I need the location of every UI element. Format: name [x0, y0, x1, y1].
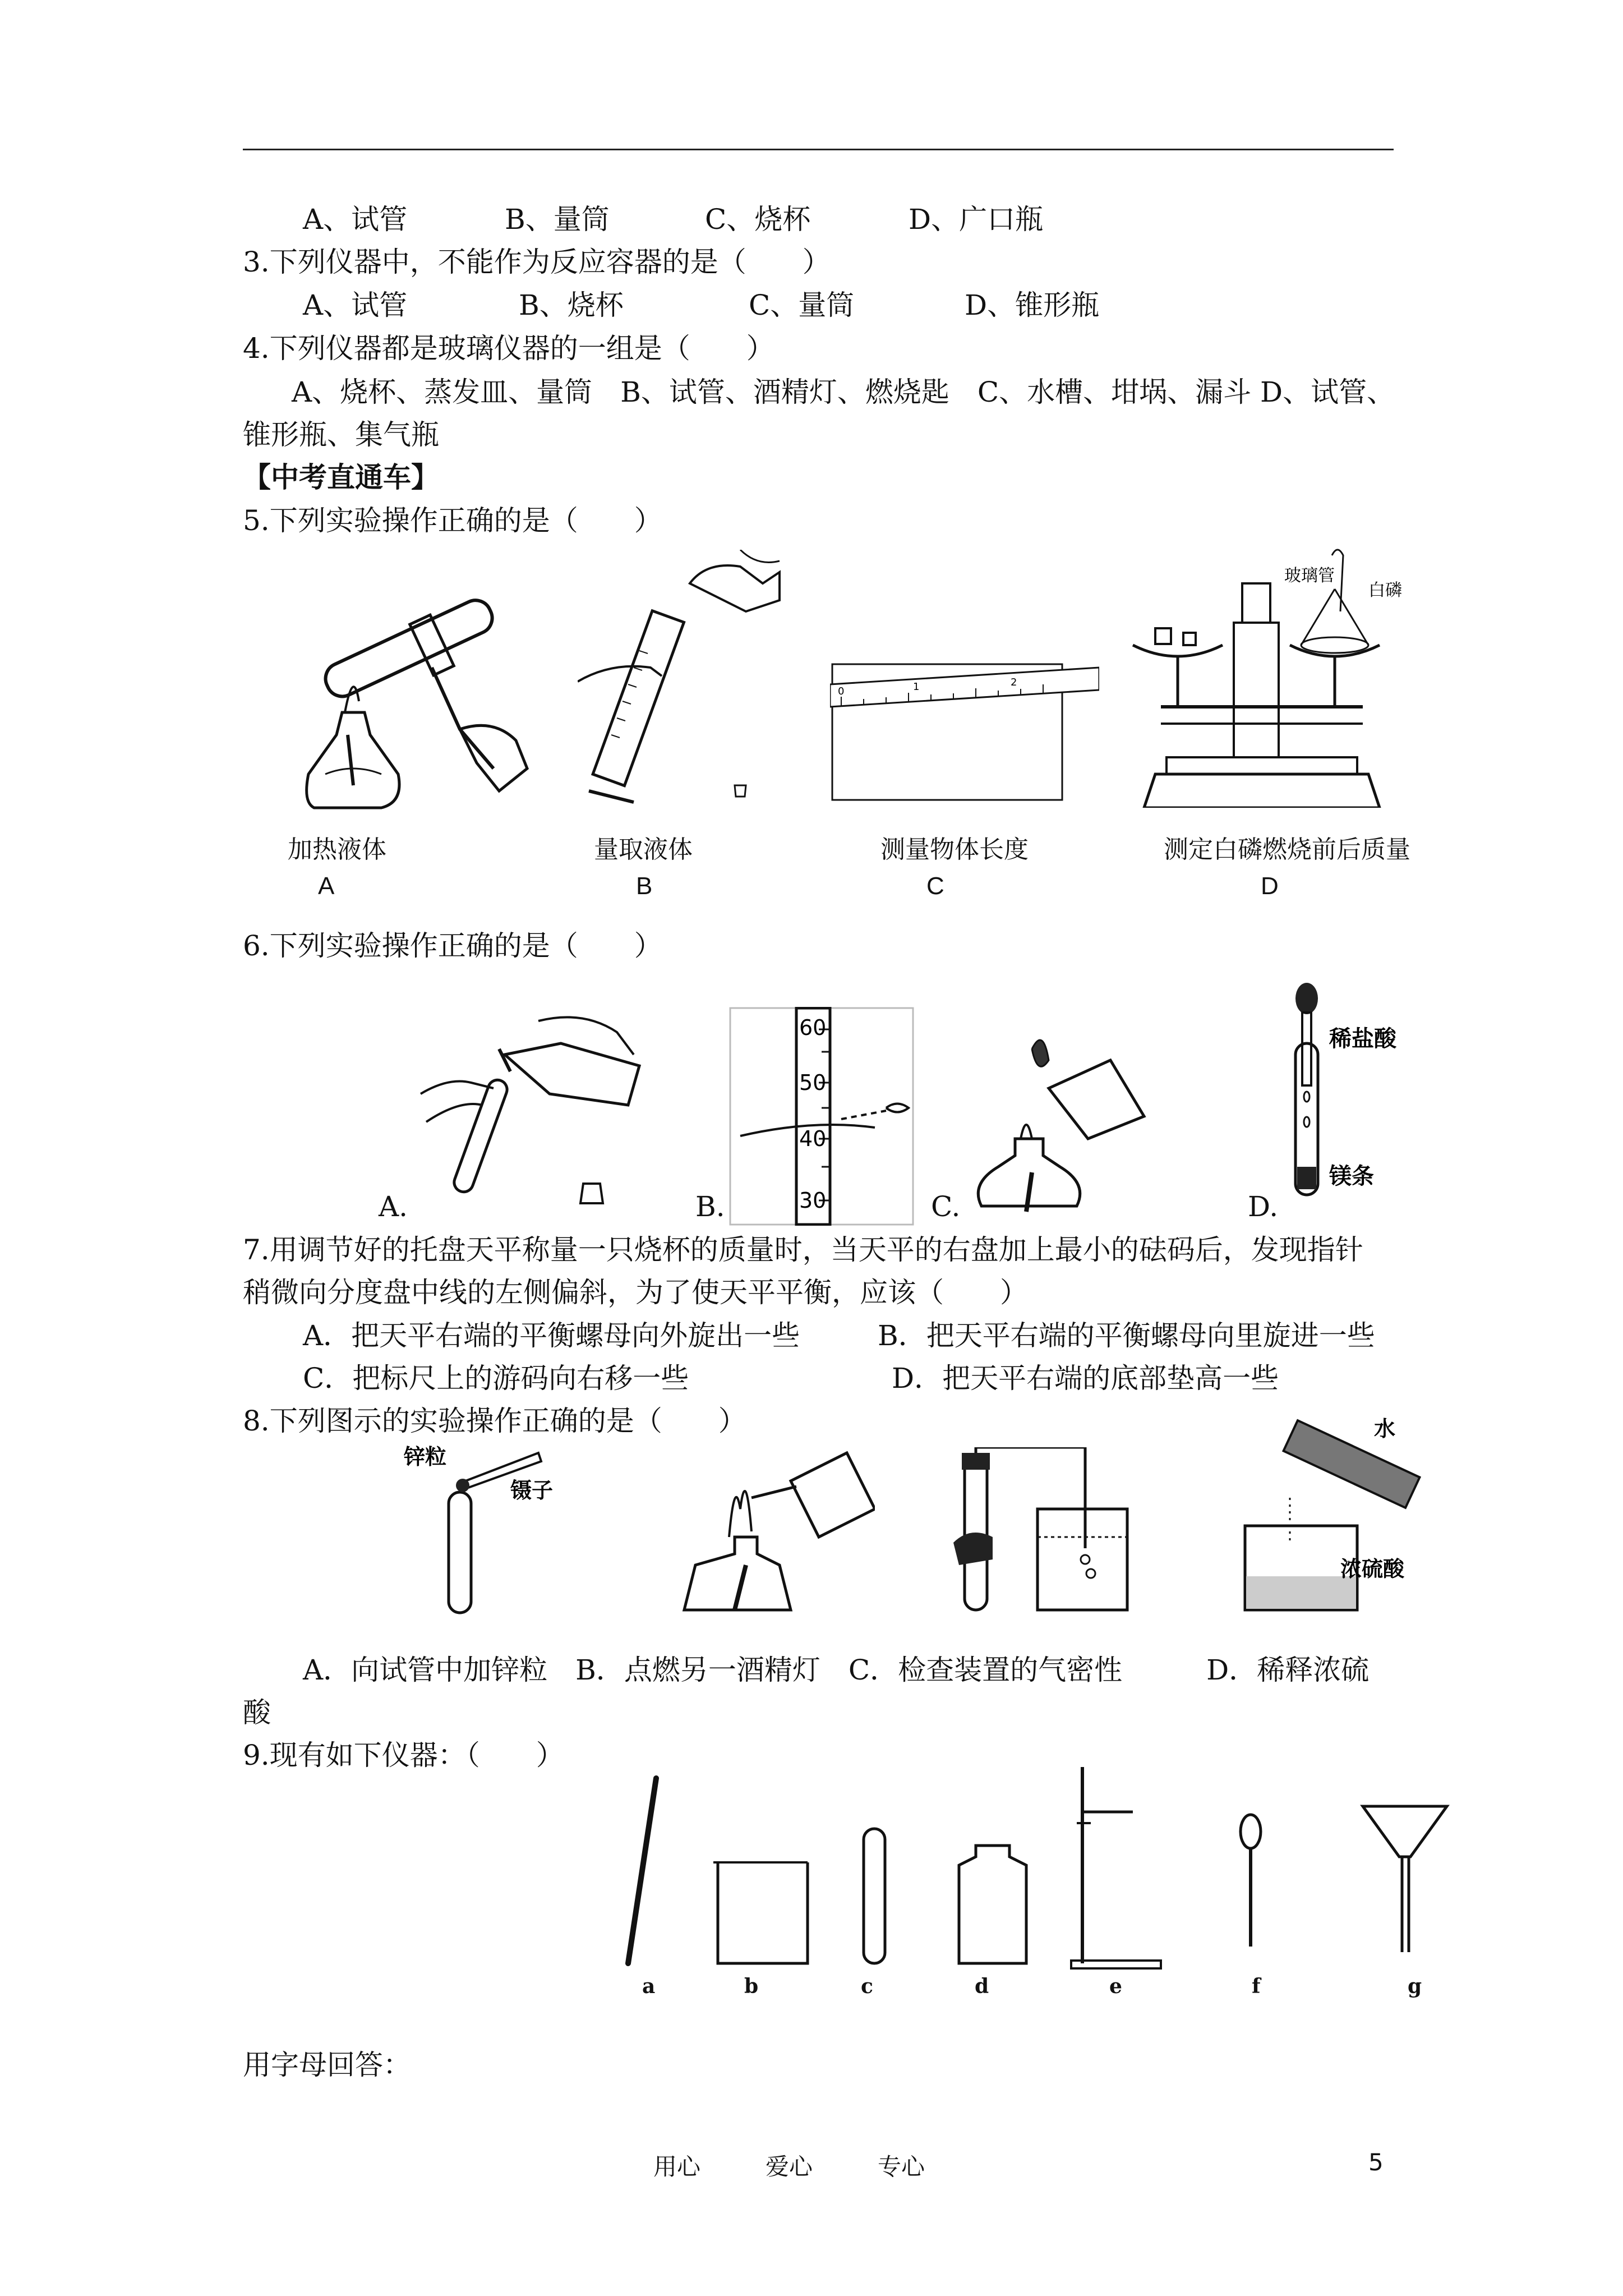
- q2-option-a: A、试管: [303, 203, 408, 236]
- q5-stem: 5.下列实验操作正确的是（ ）: [243, 504, 662, 537]
- q5-fig-a-heating-liquid: [292, 583, 538, 819]
- answer-prompt: 用字母回答：: [243, 2049, 411, 2081]
- glass-rod-icon: [628, 1778, 656, 1963]
- q6-option-c: C.: [931, 1190, 961, 1223]
- mg-strip-label: 镁条: [1329, 1163, 1374, 1189]
- q5-letter-d: D: [1261, 872, 1279, 900]
- q5-letter-b: B: [636, 872, 653, 900]
- cyl-tick-30: 30: [799, 1188, 827, 1213]
- page-number: 5: [1368, 2148, 1384, 2176]
- q4-stem: 4.下列仪器都是玻璃仪器的一组是（ ）: [243, 332, 774, 365]
- q9-stem: 9.现有如下仪器：（ ）: [243, 1739, 564, 1772]
- footer-text-2: 爱心: [766, 2153, 813, 2180]
- q9-label-b: b: [744, 1975, 759, 1998]
- q6-fig-c-lamp-lighting: [965, 1027, 1150, 1223]
- q8-fig-c-airtightness: [953, 1447, 1138, 1616]
- q9-instruments-row: [617, 1767, 1492, 2003]
- q9-label-a: a: [642, 1975, 656, 1998]
- cyl-tick-40: 40: [799, 1126, 827, 1151]
- q2-option-c: C、烧杯: [705, 203, 811, 236]
- iron-stand-icon: [1071, 1767, 1161, 1968]
- q8-fig-b-two-lamps: [679, 1442, 875, 1621]
- footer-text-1: 用心: [653, 2153, 701, 2180]
- q9-label-f: f: [1252, 1975, 1261, 1998]
- q5-caption-d: 测定白磷燃烧前后质量: [1164, 835, 1410, 864]
- q9-label-c: c: [861, 1975, 873, 1998]
- tweezers-label: 镊子: [510, 1478, 554, 1503]
- funnel-icon: [1363, 1806, 1447, 1952]
- water-label: 水: [1374, 1416, 1396, 1441]
- dropper-icon: [1241, 1815, 1261, 1947]
- ruler-1-label: 1: [913, 681, 920, 693]
- q6-stem: 6.下列实验操作正确的是（ ）: [243, 930, 662, 962]
- q8-options-line1: A．向试管中加锌粒 B．点燃另一酒精灯 C．检查装置的气密性 D．稀释浓硫: [303, 1654, 1370, 1686]
- q5-caption-c: 测量物体长度: [880, 835, 1029, 864]
- q3-option-a: A、试管: [303, 289, 408, 321]
- beaker-icon: [718, 1862, 808, 1963]
- q5-fig-d-balance: [1122, 544, 1402, 808]
- q2-option-b: B、量筒: [505, 203, 610, 236]
- q6-option-a: A.: [379, 1190, 408, 1223]
- q5-letter-c: C: [926, 872, 944, 900]
- q8-fig-a-zinc-tweezers: [404, 1442, 566, 1616]
- q3-stem: 3.下列仪器中，不能作为反应容器的是（ ）: [243, 246, 831, 278]
- q6-option-b: B.: [695, 1190, 725, 1223]
- wide-mouth-bottle-icon: [959, 1846, 1026, 1963]
- q5-letter-a: A: [318, 872, 335, 900]
- white-phosphorus-label: 白磷: [1368, 581, 1402, 600]
- header-rule: [243, 149, 1394, 150]
- q6-fig-d-hcl-dropper: [1262, 982, 1441, 1200]
- ruler-2-label: 2: [1011, 677, 1017, 688]
- hcl-label: 稀盐酸: [1329, 1026, 1396, 1052]
- q8-options-line2: 酸: [243, 1696, 271, 1729]
- q7-stem-line2: 稍微向分度盘中线的左侧偏斜，为了使天平平衡，应该（ ）: [243, 1276, 1028, 1309]
- q9-label-e: e: [1109, 1975, 1122, 1998]
- q7-option-a: A．把天平右端的平衡螺母向外旋出一些: [303, 1319, 800, 1352]
- q3-option-d: D、锥形瓶: [965, 289, 1100, 321]
- q9-label-d: d: [975, 1975, 989, 1998]
- q8-stem: 8.下列图示的实验操作正确的是（ ）: [243, 1405, 746, 1437]
- q9-label-g: g: [1408, 1975, 1422, 1998]
- footer-text-3: 专心: [878, 2153, 925, 2180]
- q8-fig-d-diluting-acid: [1234, 1414, 1436, 1616]
- test-tube-icon: [864, 1829, 885, 1963]
- q5-fig-c-measuring-length: [830, 662, 1099, 802]
- q7-option-b: B．把天平右端的平衡螺母向里旋进一些: [878, 1319, 1375, 1352]
- cyl-tick-50: 50: [799, 1070, 827, 1095]
- q5-caption-b: 量取液体: [594, 835, 693, 864]
- q2-option-d: D、广口瓶: [909, 203, 1044, 236]
- conc-acid-label: 浓硫酸: [1340, 1557, 1405, 1581]
- q7-option-d: D．把天平右端的底部垫高一些: [892, 1362, 1279, 1395]
- zinc-label: 锌粒: [404, 1444, 447, 1469]
- section-title: 【中考直通车】: [243, 461, 439, 494]
- cyl-tick-60: 60: [799, 1015, 827, 1040]
- q5-fig-b-measuring-liquid: [578, 550, 819, 813]
- glass-tube-label: 玻璃管: [1284, 566, 1335, 586]
- q4-options-line2: 锥形瓶、集气瓶: [243, 418, 439, 451]
- q4-options-line1: A、烧杯、蒸发皿、量筒 B、试管、酒精灯、燃烧匙 C、水槽、坩埚、漏斗 D、试管、: [292, 376, 1395, 408]
- q6-option-d: D.: [1248, 1190, 1279, 1223]
- q7-stem-line1: 7.用调节好的托盘天平称量一只烧杯的质量时，当天平的右盘加上最小的砝码后，发现指针: [243, 1234, 1363, 1266]
- ruler-0-label: 0: [838, 685, 845, 697]
- q3-option-c: C、量筒: [749, 289, 855, 321]
- q7-option-c: C．把标尺上的游码向右移一些: [303, 1362, 689, 1395]
- q3-option-b: B、烧杯: [519, 289, 624, 321]
- q5-caption-a: 加热液体: [288, 835, 386, 864]
- q6-fig-b-reading-cylinder: [729, 1007, 914, 1226]
- q6-fig-a-pouring: [415, 1010, 651, 1217]
